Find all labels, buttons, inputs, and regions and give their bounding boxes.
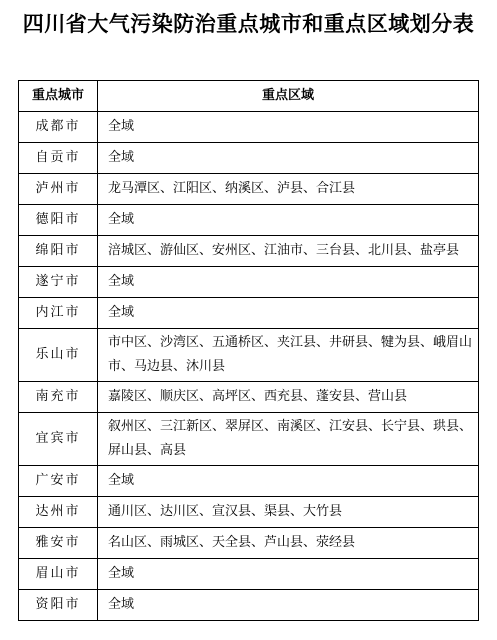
header-city: 重点城市 <box>19 81 98 112</box>
area-cell: 龙马潭区、江阳区、纳溪区、泸县、合江县 <box>98 174 479 205</box>
area-cell: 全域 <box>98 298 479 329</box>
area-cell: 涪城区、游仙区、安州区、江油市、三台县、北川县、盐亭县 <box>98 236 479 267</box>
table-header-row <box>19 81 479 112</box>
area-cell: 全域 <box>98 559 479 590</box>
header-area: 重点区域 <box>98 81 479 112</box>
table-row <box>19 174 479 205</box>
city-cell: 雅安市 <box>19 528 98 559</box>
table-row <box>19 236 479 267</box>
table-row <box>19 466 479 497</box>
city-cell: 乐山市 <box>19 329 98 382</box>
table-row <box>19 267 479 298</box>
city-cell: 眉山市 <box>19 559 98 590</box>
city-cell: 绵阳市 <box>19 236 98 267</box>
table-row <box>19 205 479 236</box>
table-row <box>19 497 479 528</box>
area-cell: 全域 <box>98 466 479 497</box>
table-row <box>19 112 479 143</box>
city-cell: 自贡市 <box>19 143 98 174</box>
city-cell: 泸州市 <box>19 174 98 205</box>
table-row <box>19 298 479 329</box>
city-cell: 资阳市 <box>19 590 98 621</box>
area-cell: 全域 <box>98 267 479 298</box>
table-row <box>19 143 479 174</box>
page-title: 四川省大气污染防治重点城市和重点区域划分表 <box>22 12 475 36</box>
city-cell: 成都市 <box>19 112 98 143</box>
table-row <box>19 590 479 621</box>
city-cell: 德阳市 <box>19 205 98 236</box>
city-cell: 南充市 <box>19 382 98 413</box>
table-row <box>19 329 479 382</box>
city-region-table <box>18 80 479 621</box>
city-cell: 广安市 <box>19 466 98 497</box>
area-cell: 全域 <box>98 205 479 236</box>
area-cell: 叙州区、三江新区、翠屏区、南溪区、江安县、长宁县、珙县、屏山县、高县 <box>98 413 479 466</box>
city-cell: 宜宾市 <box>19 413 98 466</box>
area-cell: 全域 <box>98 590 479 621</box>
area-cell: 全域 <box>98 143 479 174</box>
area-cell: 名山区、雨城区、天全县、芦山县、荥经县 <box>98 528 479 559</box>
table-row <box>19 382 479 413</box>
table-row <box>19 413 479 466</box>
city-cell: 遂宁市 <box>19 267 98 298</box>
city-cell: 内江市 <box>19 298 98 329</box>
area-cell: 嘉陵区、顺庆区、高坪区、西充县、蓬安县、营山县 <box>98 382 479 413</box>
area-cell: 全域 <box>98 112 479 143</box>
area-cell: 市中区、沙湾区、五通桥区、夹江县、井研县、犍为县、峨眉山市、马边县、沐川县 <box>98 329 479 382</box>
table-row <box>19 559 479 590</box>
area-cell: 通川区、达川区、宣汉县、渠县、大竹县 <box>98 497 479 528</box>
city-cell: 达州市 <box>19 497 98 528</box>
table-row <box>19 528 479 559</box>
